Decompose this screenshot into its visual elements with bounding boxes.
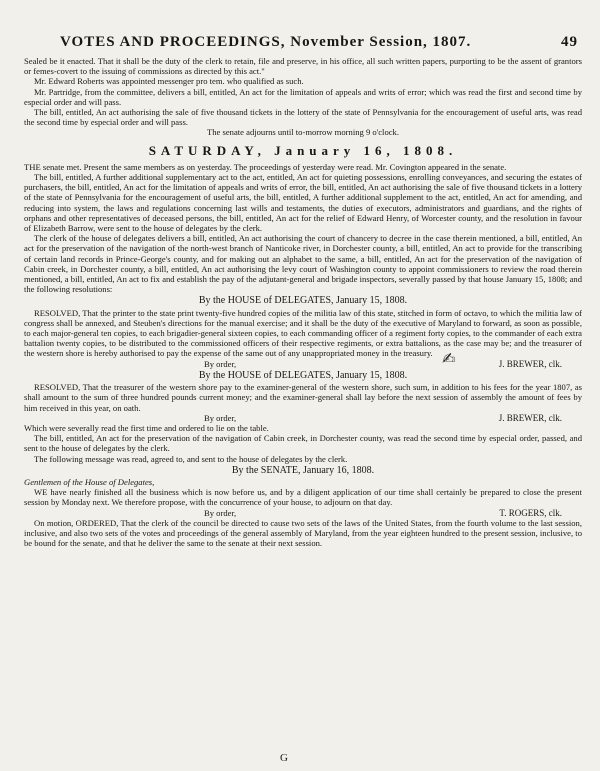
signature-line — [24, 508, 582, 518]
running-header — [60, 34, 578, 51]
paragraph: The bill, entitled, An act authorising the sale of five thousand tickets in the lottery of the state of Pennsylvania for the encouragement of useful arts, was read the second time by especial order and will pass. — [24, 107, 582, 128]
message-heading: By the SENATE, January 16, 1808. — [231, 464, 375, 476]
day-heading: SATURDAY, January 16, 1808. — [148, 142, 458, 158]
paragraph: Sealed be it enacted. That it shall be the duty of the clerk to retain, file and preserve, in his office, all such written papers, purporting to be the assent of grantors or femes-covert to the issuing of commissions as directed by this act." — [24, 56, 582, 77]
signature-line — [24, 413, 582, 423]
message-text: WE have nearly finished all the business which is now before us, and by a diligent application of our time shall certainly be prepared to close the present session by Monday next. We therefore propose, with the concurrence of your house, to adjourn on that day. — [24, 487, 582, 508]
paragraph: On motion, ORDERED, That the clerk of the council be directed to cause two sets of the laws of the United States, from the fourth volume to the last session, inclusive, and also two sets of the votes and proceedings of the general assembly of Maryland, from the year eighteen hundred to the present session, inclusive, to be bound for the senate, and that he deliver the same to the senate at their next session. — [24, 517, 582, 549]
paragraph: The bill, entitled, A further additional supplementary act to the act, entitled, An act for quieting possessions, enrolling conveyances, and securing the estates of purchasers, the bill, entitled, An act for the limitation of appeals and writs of error, the bill, entitled, An act authorising the sale of five thousand tickets in a lottery of the state of Pennsylvania for the encouragement of useful arts, the bill, entitled, A further additional supplement to the act, entitled, An act for amending, and reducing into system, the laws and regulations concerning last wills and testaments, the duties of executors, administrators and guardians, and the rights of orphans and other representatives of deceased persons, the bill, entitled, An act for the relief of Edward Henry, of Worcester county, and the resolution in favour of Elizabeth Barrow, were sent to the house of delegates by the clerk. — [24, 172, 582, 234]
signature-line — [24, 359, 582, 369]
resolution-heading: By the HOUSE of DELEGATES, January 15, 1808. — [198, 369, 408, 381]
by-order: By order, — [204, 412, 237, 423]
paragraph: THE senate met. Present the same members as on yesterday. The proceedings of yesterday were read. Mr. Covington appeared in the senate. — [24, 161, 507, 172]
signature: T. ROGERS, clk. — [499, 507, 562, 518]
handwritten-annotation-icon: ✍ — [442, 349, 456, 368]
paragraph: Mr. Edward Roberts was appointed messenger pro tem. who qualified as such. — [34, 76, 304, 87]
paragraph: Mr. Partridge, from the committee, delivers a bill, entitled, An act for the limitation of appeals and writs of error; which was read the first and second time by especial order and will pass. — [24, 86, 582, 107]
paragraph: Which were severally read the first time and ordered to lie on the table. — [24, 422, 269, 433]
by-order: By order, — [204, 358, 237, 369]
resolution-heading: By the HOUSE of DELEGATES, January 15, 1808. — [198, 295, 408, 307]
signature: J. BREWER, clk. — [498, 358, 562, 369]
paragraph: The bill, entitled, An act for the preservation of the navigation of Cabin creek, in Dorchester county, was read the second time by especial order, passed, and sent to the house of delegates by the clerk. — [24, 433, 582, 454]
signature: J. BREWER, clk. — [498, 412, 562, 423]
by-order: By order, — [204, 507, 237, 518]
document-body — [24, 56, 582, 548]
adjournment-line: The senate adjourns until to-morrow morning 9 o'clock. — [207, 127, 399, 138]
resolution-text: RESOLVED, That the treasurer of the western shore pay to the examiner-general of the western shore, such sum, in addition to his fees for the year 1807, as shall amount to the sum of three hundred pounds current money; and the examiner-general shall lay before the next session of assembly the amount of fees by him received in this year, on oath. — [24, 382, 582, 413]
page-number: 49 — [561, 34, 578, 50]
header-title: VOTES AND PROCEEDINGS, November Session, 1807. — [60, 34, 472, 50]
paragraph: The clerk of the house of delegates delivers a bill, entitled, An act authorising the court of chancery to decree in the case therein mentioned, a bill, entitled, An act for the preservation of the navigation of the north-west branch of Nanticoke river, in Dorchester county, a bill, entitled, An act to provide for the transcribing of certain land records in Prince-George's county, and for making out an alphabet to the same, a bill, entitled, An act for the preservation of the navigation of Cabin creek, in Dorchester county, a bill, entitled, An act authorising the levy court of Washington county to appoint commissioners to review the road therein mentioned, a bill, entitled, An act to fix and establish the pay of the adjutant-general and brigade inspectors, severally passed by that house January 15, 1808; and the following resolutions: — [24, 233, 582, 295]
message-salutation: Gentlemen of the House of Delegates, — [24, 476, 155, 487]
paragraph: The following message was read, agreed to, and sent to the house of delegates by the clerk. — [34, 453, 348, 464]
signature-mark: G — [280, 752, 288, 764]
resolution-text: RESOLVED, That the printer to the state print twenty-five hundred copies of the militia law of this state, stitched in form of octavo, to which the militia law of congress shall be annexed, and Steuben's directions for the manual exercise; and it shall be the duty of the executive of Maryland to forward, as soon as possible, to each major-general ten copies, to each brigadier-general sixteen copies, to each commanding officer of a regiment forty copies, to the commander of each extra battalion twenty copies, to be distributed to the commissioned officers of their respective regiments, or extra battalions, as the case may be; and the treasurer of the western shore is hereby authorised to pay the expense of the same out of any unappropriated money in the treasury. — [24, 307, 582, 359]
